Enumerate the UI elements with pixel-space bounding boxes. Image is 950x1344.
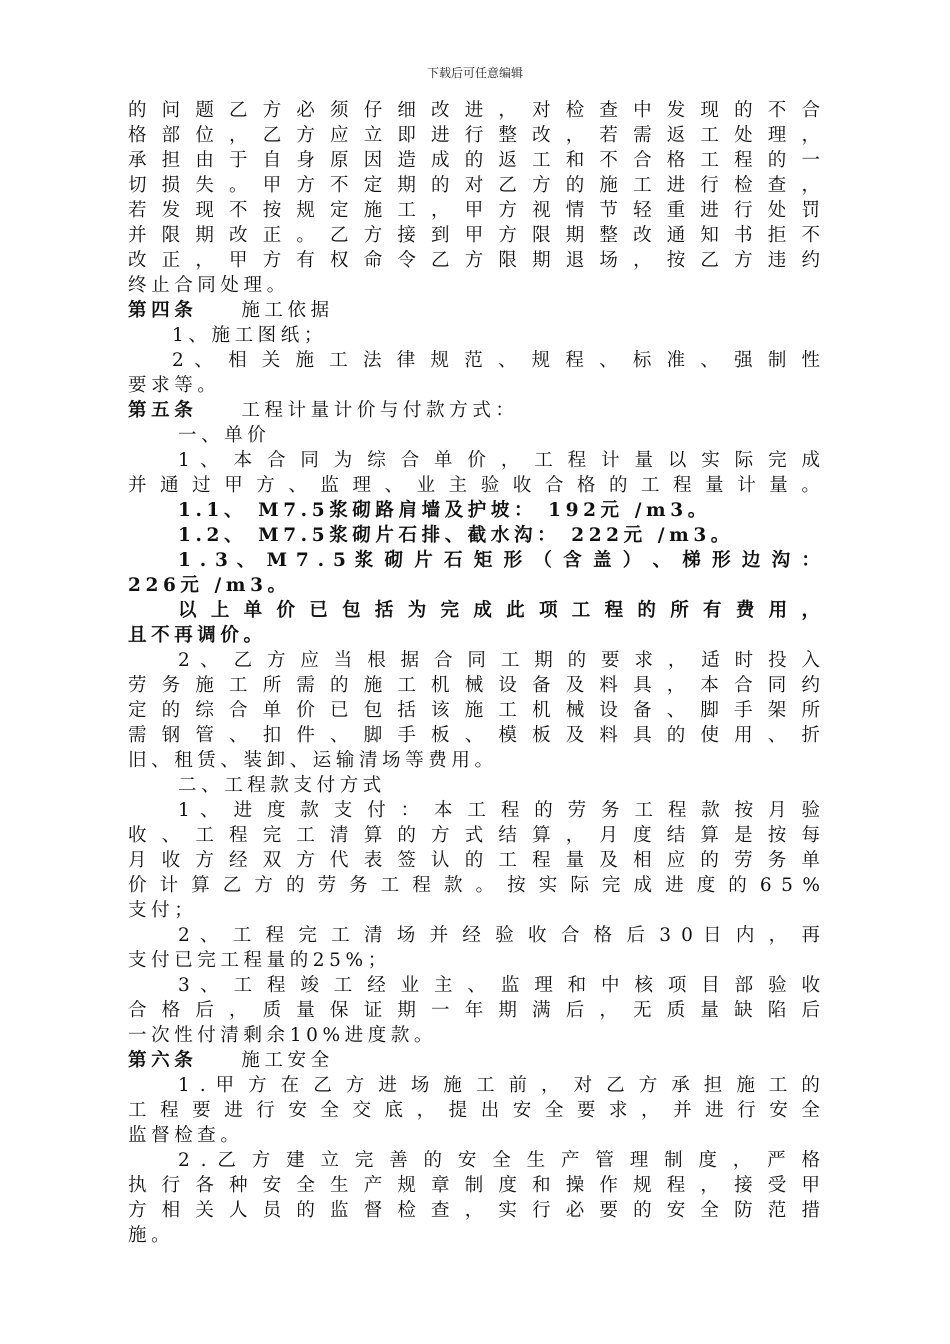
text-line: 要求等。	[128, 375, 221, 396]
text-line: 价 计 算 乙 方 的 劳 务 工 程 款 。 按 实 际 完 成 进 度 的 6 5 %	[128, 875, 820, 896]
text-line: 月 收 方 经 双 方 代 表 签 认 的 工 程 量 及 相 应 的 劳 务 单	[128, 850, 820, 871]
text-line: 3 、 工 程 竣 工 经 业 主 、 监 理 和 中 核 项 目 部 验 收	[178, 975, 820, 996]
text-line: 1 、 本 合 同 为 综 合 单 价 ， 工 程 计 量 以 实 际 完 成	[178, 450, 820, 471]
text-line: 定 的 综 合 单 价 已 包 括 该 施 工 机 械 设 备 、 脚 手 架 所	[128, 700, 820, 721]
text-line: 226元 /m3。	[128, 575, 291, 596]
text-line: 支付已完工程量的25%；	[128, 950, 391, 971]
text-line: 收 、 工 程 完 工 清 算 的 方 式 结 算 ， 月 度 结 算 是 按 每	[128, 825, 820, 846]
text-line: 2 . 乙 方 建 立 完 善 的 安 全 生 产 管 理 制 度 ， 严 格	[178, 1150, 821, 1171]
text-line: 施。	[128, 1225, 175, 1246]
section-number: 第六条	[128, 1050, 198, 1071]
text-line: 承 担 由 于 自 身 原 因 造 成 的 返 工 和 不 合 格 工 程 的 一	[128, 150, 820, 171]
page-header: 下载后可任意编辑	[426, 66, 523, 80]
text-line: 的 问 题 乙 方 必 须 仔 细 改 进 ， 对 检 查 中 发 现 的 不 合	[128, 100, 820, 121]
text-line: 1 . 甲 方 在 乙 方 进 场 施 工 前 ， 对 乙 方 承 担 施 工 的	[178, 1075, 820, 1096]
text-line: 1.2、 M7.5浆砌片石排、截水沟： 222元 /m3。	[178, 525, 734, 546]
text-line: 支付；	[128, 900, 198, 921]
text-line: 劳 务 施 工 所 需 的 施 工 机 械 设 备 及 料 具 ， 本 合 同 约	[128, 675, 820, 696]
text-line: 且不再调价。	[128, 625, 267, 646]
text-line: 1 、 进 度 款 支 付 ： 本 工 程 的 劳 务 工 程 款 按 月 验	[178, 800, 820, 821]
text-line: 旧、租赁、装卸、运输清场等费用。	[128, 750, 498, 771]
section-heading	[128, 1048, 820, 1073]
text-line: 1、施工图纸；	[172, 325, 327, 346]
section-heading	[128, 298, 820, 323]
text-line: 监督检查。	[128, 1125, 244, 1146]
text-line: 终止合同处理。	[128, 275, 290, 296]
text-line: 工 程 要 进 行 安 全 交 底 ， 提 出 安 全 要 求 ， 并 进 行 安 全	[128, 1100, 820, 1121]
section-number: 第五条	[128, 400, 198, 421]
text-line: 1.1、 M7.5浆砌路肩墙及护坡： 192元 /m3。	[178, 500, 711, 521]
text-line: 执 行 各 种 安 全 生 产 规 章 制 度 和 操 作 规 程 ， 接 受 甲	[128, 1175, 820, 1196]
section-number: 第四条	[128, 300, 198, 321]
text-line: 需 钢 管 、 扣 件 、 脚 手 板 、 模 板 及 料 具 的 使 用 、 折	[128, 725, 820, 746]
document-body	[128, 98, 820, 1248]
text-line: 2 、 乙 方 应 当 根 据 合 同 工 期 的 要 求 ， 适 时 投 入	[178, 650, 820, 671]
text-line: 1 . 3 、 M 7 . 5 浆 砌 片 石 矩 形 （ 含 盖 ） 、 梯 形 边 沟 ：	[178, 550, 820, 571]
section-heading	[128, 398, 820, 423]
text-line: 合 格 后 ， 质 量 保 证 期 一 年 期 满 后 ， 无 质 量 缺 陷 后	[128, 1000, 820, 1021]
text-line: 并 通 过 甲 方 、 监 理 、 业 主 验 收 合 格 的 工 程 量 计 量 。	[128, 475, 820, 496]
text-line: 若 发 现 不 按 规 定 施 工 ， 甲 方 视 情 节 轻 重 进 行 处 罚	[128, 200, 820, 221]
text-line: 一次性付清剩余10%进度款。	[128, 1025, 438, 1046]
text-line: 格 部 位 ， 乙 方 应 立 即 进 行 整 改 ， 若 需 返 工 处 理 ，	[128, 125, 820, 146]
section-title: 工程计量计价与付款方式：	[241, 400, 519, 421]
text-line: 切 损 失 。 甲 方 不 定 期 的 对 乙 方 的 施 工 进 行 检 查 ，	[128, 175, 820, 196]
text-line: 并 限 期 改 正 。 乙 方 接 到 甲 方 限 期 整 改 通 知 书 拒 不	[128, 225, 820, 246]
text-line: 改 正 ， 甲 方 有 权 命 令 乙 方 限 期 退 场 ， 按 乙 方 违 约	[128, 250, 820, 271]
text-line: 以 上 单 价 已 包 括 为 完 成 此 项 工 程 的 所 有 费 用 ，	[178, 600, 820, 621]
text-line: 方 相 关 人 员 的 监 督 检 查 ， 实 行 必 要 的 安 全 防 范 措	[128, 1200, 820, 1221]
section-title: 施工安全	[241, 1050, 334, 1071]
text-line: 二、工程款支付方式	[178, 775, 386, 796]
text-line: 2 、 工 程 完 工 清 场 并 经 验 收 合 格 后 3 0 日 内 ， 再	[178, 925, 820, 946]
text-line: 一、单价	[178, 425, 271, 446]
text-line: 2 、 相 关 施 工 法 律 规 范 、 规 程 、 标 准 、 强 制 性	[172, 350, 821, 371]
section-title: 施工依据	[241, 300, 334, 321]
